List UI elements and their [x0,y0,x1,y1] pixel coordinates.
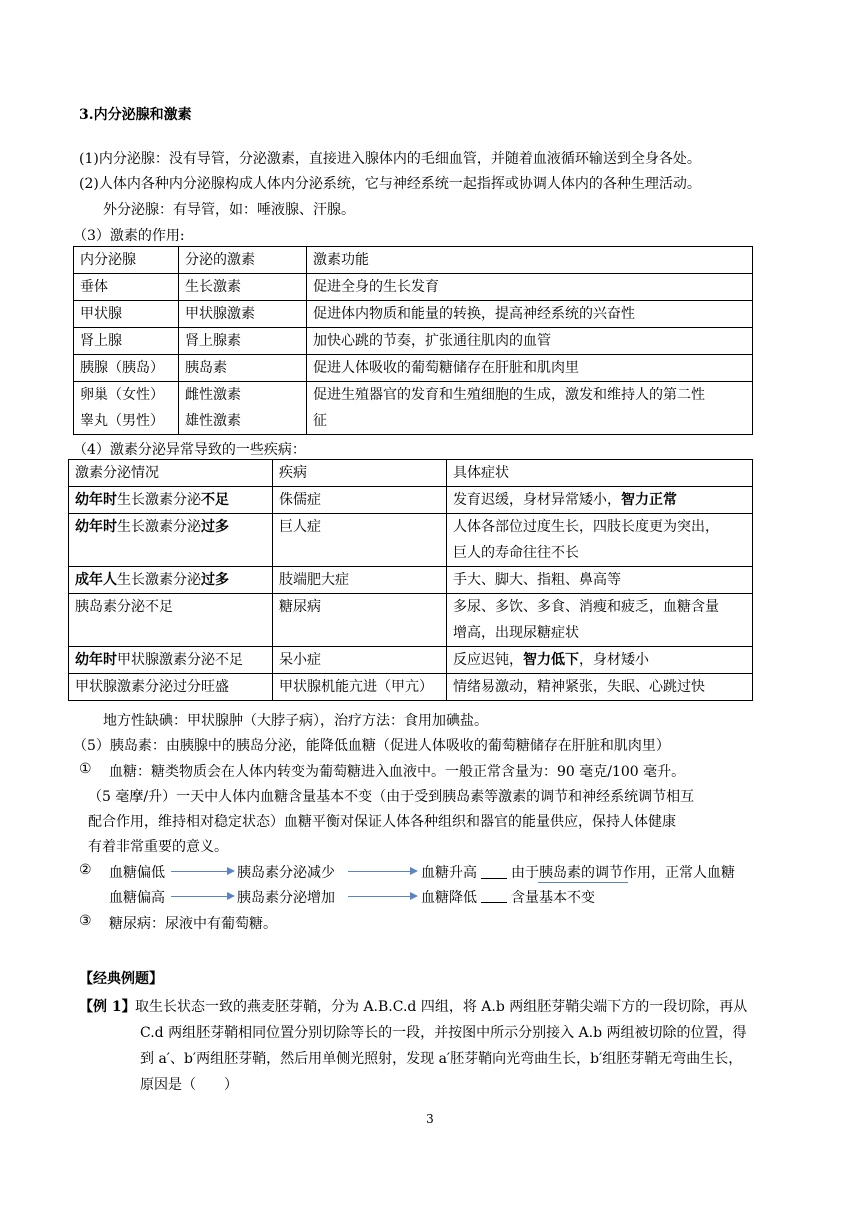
cell-bold: 过多 [201,572,229,588]
table-header-cell: 具体症状 [447,460,753,487]
table-cell: 肢端肥大症 [273,567,447,594]
table-cell [179,382,307,435]
flow-sugar-rise: 血糖升高 [421,865,477,881]
blood-sugar-line: 配合作用，维持相对稳定状态）血糖平衡对保证人体各种组织和器官的能量供应，保持人体健康 [88,814,676,830]
flow-insulin-increase: 胰岛素分泌增加 [237,890,335,906]
table-row [69,514,753,567]
table-row [69,674,753,701]
example-line: 到 a′、b′两组胚芽鞘，然后用单侧光照射，发现 a′胚芽鞘向光弯曲生长，b′组胚芽鞘无弯曲生长， [140,1051,743,1067]
hormone-function-table [73,246,753,435]
page-number: 3 [426,1112,434,1126]
table-cell: 手大、脚大、指粗、鼻高等 [447,567,753,594]
table-header-cell: 分泌的激素 [179,247,307,274]
cell-text: ，身材矮小 [579,652,649,668]
table-cell [447,647,753,674]
table-cell: 胰腺（胰岛） [74,355,179,382]
table-cell [69,514,273,567]
table-cell [447,487,753,514]
example-line: 原因是（ ） [140,1077,238,1093]
cell-line: 增高，出现尿糖症状 [453,625,579,641]
table-cell: 甲状腺激素分泌过分旺盛 [69,674,273,701]
table-row [69,647,753,674]
item-number: ③ [79,913,92,929]
table-cell: 侏儒症 [273,487,447,514]
example-line: C.d 两组胚芽鞘相同位置分别切除等长的一段，并按图中所示分别接入 A.b 两组被切除的位置，得 [140,1025,747,1041]
cell-bold: 不足 [201,492,229,508]
table-row [74,274,753,301]
cell-line: 人体各部位过度生长，四肢长度更为突出， [453,519,719,535]
paragraph-endocrine-system: (2)人体内各种内分泌腺构成人体内分泌系统，它与神经系统一起指挥或协调人体内的各种生理活动。 [79,176,701,192]
flow-sugar-drop: 血糖降低 [421,890,477,906]
cell-text: 甲状腺激素分泌不足 [117,652,243,668]
cell-line: 多尿、多饮、多食、消瘦和疲乏，血糖含量 [453,599,719,615]
flow-note: 含量基本不变 [511,890,595,906]
table-row [74,355,753,382]
arrow-right-icon [227,892,235,900]
flow-note: 由于胰岛素的调节作用，正常人血糖 [511,865,735,881]
table-cell: 甲状腺机能亢进（甲亢） [273,674,447,701]
cell-text: 生长激素分泌 [117,519,201,535]
arrow-right-icon [410,867,418,875]
flow-insulin-decrease: 胰岛素分泌减少 [237,865,335,881]
table-cell: 促进体内物质和能量的转换，提高神经系统的兴奋性 [307,301,753,328]
blood-sugar-line: 血糖：糖类物质会在人体内转变为葡萄糖进入血液中。一般正常含量为：90 毫克/100 毫升。 [109,764,686,780]
arrow-right-icon [410,892,418,900]
table-cell [447,514,753,567]
subheading-insulin: （5）胰岛素：由胰腺中的胰岛分泌，能降低血糖（促进人体吸收的葡萄糖储存在肝脏和肌肉里） [73,738,670,754]
cell-bold: 过多 [201,519,229,535]
table-cell [69,567,273,594]
diabetes-note: 糖尿病：尿液中有葡萄糖。 [109,916,277,932]
cell-bold: 幼年时 [75,492,117,508]
flow-arrow [171,896,227,897]
item-number: ② [79,862,92,878]
cell-text: 生长激素分泌 [117,572,201,588]
paragraph-iodine-deficiency: 地方性缺碘：甲状腺肿（大脖子病），治疗方法：食用加碘盐。 [103,713,488,729]
cell-line: 巨人的寿命往往不长 [453,545,579,561]
flow-connector [481,878,507,879]
table-row [69,567,753,594]
table-row [74,328,753,355]
blood-sugar-line: 有着非常重要的意义。 [88,839,228,855]
table-header-cell: 疾病 [273,460,447,487]
table-cell: 呆小症 [273,647,447,674]
cell-bold: 幼年时 [75,652,117,668]
example-line: 取生长状态一致的燕麦胚芽鞘，分为 A.B.C.d 四组，将 A.b 两组胚芽鞘尖端下方的一段切除，再从 [135,999,748,1015]
table-cell: 生长激素 [179,274,307,301]
hormone-disease-table [68,459,753,701]
table-header-row [69,460,753,487]
subheading-hormone-diseases: （4）激素分泌异常导致的一些疾病： [73,442,306,458]
arrow-right-icon [227,867,235,875]
table-cell: 加快心跳的节奏，扩张通往肌肉的血管 [307,328,753,355]
blood-sugar-line: （5 毫摩/升）一天中人体内血糖含量基本不变（由于受到胰岛素等激素的调节和神经系统调节相互 [88,789,695,805]
cell-bold: 幼年时 [75,519,117,535]
flow-high-sugar: 血糖偏高 [109,890,165,906]
table-cell: 甲状腺 [74,301,179,328]
flow-connector [538,882,628,883]
hormone-estrogen: 雌性激素 [185,387,241,403]
table-cell: 促进全身的生长发育 [307,274,753,301]
table-row [69,594,753,647]
function-line: 征 [313,413,327,429]
cell-text: 反应迟钝， [453,652,523,668]
table-cell: 肾上腺 [74,328,179,355]
example-label: 【例 1】 [79,999,136,1015]
subheading-hormone-function: （3）激素的作用: [73,228,185,244]
table-cell: 甲状腺激素 [179,301,307,328]
flow-arrow [348,896,410,897]
table-row [74,382,753,435]
flow-arrow [171,871,227,872]
examples-heading: 【经典例题】 [79,971,163,987]
paragraph-exocrine: 外分泌腺：有导管，如：唾液腺、汗腺。 [103,202,355,218]
table-cell: 促进人体吸收的葡萄糖储存在肝脏和肌肉里 [307,355,753,382]
section-title: 3.内分泌腺和激素 [79,107,192,123]
table-cell [69,647,273,674]
table-cell: 肾上腺素 [179,328,307,355]
table-row [69,487,753,514]
table-cell [307,382,753,435]
item-number: ① [79,761,92,777]
cell-bold: 智力正常 [621,492,677,508]
cell-bold: 成年人 [75,572,117,588]
hormone-androgen: 雄性激素 [185,413,241,429]
table-cell: 胰岛素分泌不足 [69,594,273,647]
table-cell: 巨人症 [273,514,447,567]
cell-text: 生长激素分泌 [117,492,201,508]
table-cell: 垂体 [74,274,179,301]
gland-ovary: 卵巢（女性） [80,387,164,403]
table-header-cell: 激素分泌情况 [69,460,273,487]
table-cell: 糖尿病 [273,594,447,647]
paragraph-endocrine-definition: (1)内分泌腺：没有导管，分泌激素，直接进入腺体内的毛细血管，并随着血液循环输送到全身各处。 [79,151,701,167]
cell-bold: 智力低下 [523,652,579,668]
flow-connector [481,902,507,903]
table-row [74,301,753,328]
table-cell [447,594,753,647]
flow-low-sugar: 血糖偏低 [109,865,165,881]
table-header-cell: 激素功能 [307,247,753,274]
table-cell [74,382,179,435]
gland-testis: 睾丸（男性） [80,413,164,429]
flow-arrow [348,871,410,872]
table-cell: 胰岛素 [179,355,307,382]
function-line: 促进生殖器官的发育和生殖细胞的生成，激发和维持人的第二性 [313,387,705,403]
cell-text: 发育迟缓，身材异常矮小， [453,492,621,508]
table-header-row [74,247,753,274]
table-header-cell: 内分泌腺 [74,247,179,274]
table-cell [69,487,273,514]
table-cell: 情绪易激动，精神紧张，失眠、心跳过快 [447,674,753,701]
